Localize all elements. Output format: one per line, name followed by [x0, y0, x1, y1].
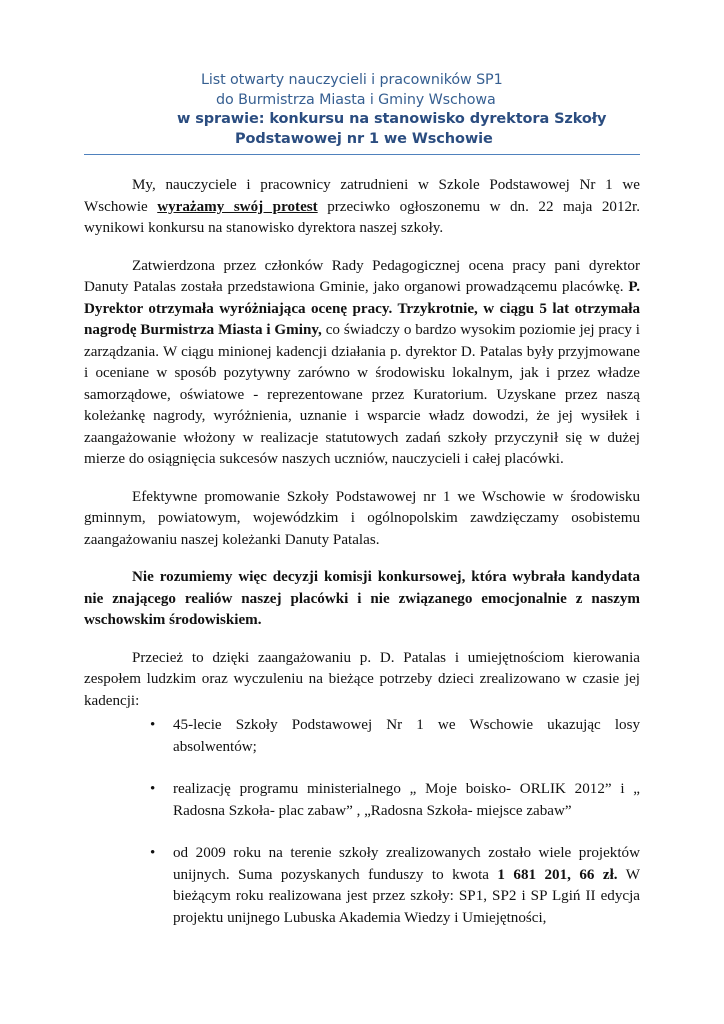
protest-phrase: wyrażamy swój protest: [157, 198, 318, 215]
paragraph-protest: [84, 175, 640, 240]
title-line-3: w sprawie: konkursu na stanowisko dyrektora Szkoły: [177, 111, 607, 127]
list-item: [84, 843, 640, 929]
bullet-icon: •: [150, 781, 156, 797]
paragraph-evaluation: [84, 256, 640, 471]
paragraph-commission: Nie rozumiemy więc decyzji komisji konkursowej, która wybrała kandydata nie znającego realiów naszej placówki i nie związanego emocjonalnie z naszym wschowskim środowiskiem.: [84, 569, 640, 628]
title-line-1: List otwarty nauczycieli i pracowników SP1: [201, 72, 503, 88]
bullet-icon: •: [150, 717, 156, 733]
title-line-4: Podstawowej nr 1 we Wschowie: [235, 131, 493, 147]
p2-text-b: co świadczy o bardzo wysokim poziomie jej pracy i zarządzania. W ciągu minionej kadencji działania p. dyrektor D. Patalas były przyjmowane i oceniane w sposób pozytywny zarówno w środowisku lokalnym, jak i przez władze samorządowe, oświatowe - reprezentowane przez Kuratorium. Uzyskane przez naszą koleżankę nagrody, wyróżnienia, uznanie i wsparcie władz dowodzi, że jej wysiłek i zaangażowanie włożony w realizacje statutowych zadań szkoły przyczynił się w dużej mierze do osiągnięcia sukcesów naszych uczniów, nauczycieli i całej placówki.: [84, 322, 640, 467]
p2-text-a: Zatwierdzona przez członków Rady Pedagogicznej ocena pracy pani dyrektor Danuty Patalas została przedstawiona Gminie, jako organowi prowadzącemu placówkę.: [84, 257, 640, 295]
paragraph-promotion: Efektywne promowanie Szkoły Podstawowej nr 1 we Wschowie w środowisku gminnym, powiatowym, wojewódzkim i ogólnopolskim zawdzięczamy osobistemu zaangażowaniu naszej koleżanki Danuty Patalas.: [84, 488, 640, 548]
list-item-text: od 2009 roku na terenie szkoły zrealizowanych zostało wiele projektów unijnych. Suma pozyskanych funduszy to kwota: [173, 845, 640, 883]
list-item-text-cont: W bieżącym roku realizowana jest przez szkoły: SP1, SP2 i SP Lgiń II edycja projektu unijnego Lubuska Akademia Wiedzy i Umiejętności,: [173, 866, 640, 926]
funding-amount: 1 681 201, 66 zł.: [497, 866, 618, 883]
p1-text-a: My, nauczyciele i pracownicy zatrudnieni w Szkole Podstawowej Nr 1 we Wschowie: [84, 177, 640, 215]
title-rule: [84, 154, 640, 155]
list-item: [84, 779, 640, 822]
achievements-list: [84, 715, 640, 929]
p2-bold-text: P. Dyrektor otrzymała wyróżniająca ocenę pracy. Trzykrotnie, w ciągu 5 lat otrzymała nagrodę Burmistrza Miasta i Gminy,: [84, 279, 640, 338]
list-item-text: 45-lecie Szkoły Podstawowej Nr 1 we Wschowie ukazując losy absolwentów;: [173, 717, 640, 755]
list-item-text: realizację programu ministerialnego „ Moje boisko- ORLIK 2012” i „ Radosna Szkoła- plac zabaw” , „Radosna Szkoła- miejsce zabaw”: [173, 781, 640, 819]
bullet-icon: •: [150, 845, 156, 861]
title-line-2: do Burmistrza Miasta i Gminy Wschowa: [216, 92, 496, 108]
letter-body: [84, 175, 640, 712]
paragraph-achievements-intro: Przecież to dzięki zaangażowaniu p. D. Patalas i umiejętnościom kierowania zespołem ludzkim oraz wyczuleniu na bieżące potrzeby dzieci zrealizowano w czasie jej kadencji:: [84, 649, 640, 709]
p1-text-b: przeciwko ogłoszonemu w dn. 22 maja 2012r. wynikowi konkursu na stanowisko dyrektora naszej szkoły.: [84, 198, 641, 236]
list-item: [84, 715, 640, 758]
